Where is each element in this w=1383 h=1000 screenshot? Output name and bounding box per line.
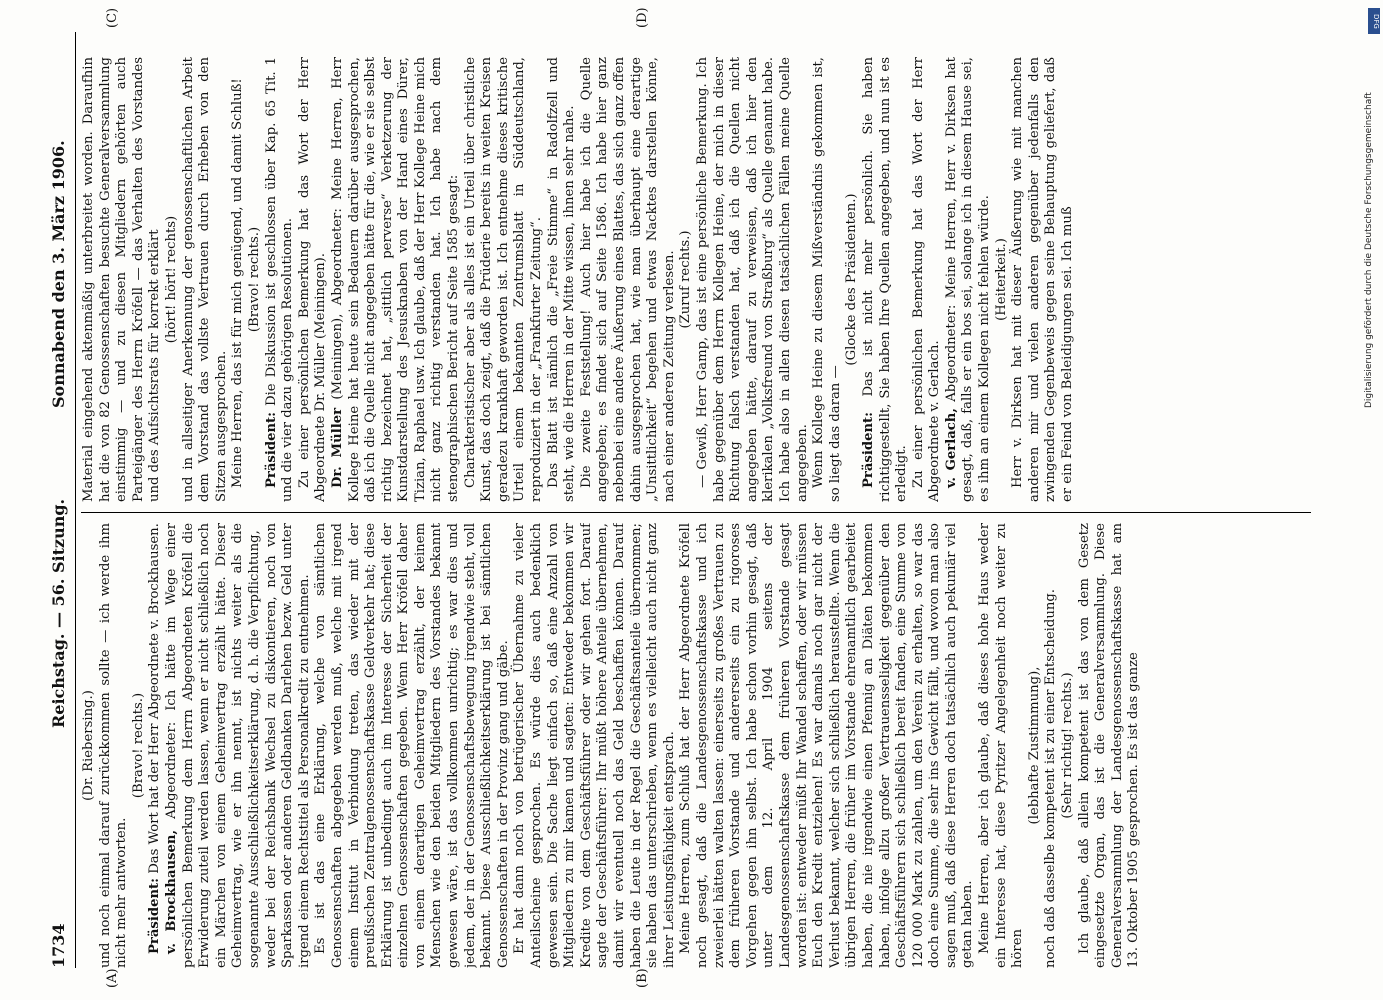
paragraph-text: (Meiningen), Abgeordneter: Meine Herren, Herr Kollege Heine hat heute sein Bedauern darüber ausgesprochen, daß ich die Quelle nicht angegeben hätte für die, wie er sie selbst richtig bezeichnet hat, „sittlich perverse“ Verketzerung der Kunstdarstellung des Jesusknaben von der Hand eines Dürer, Tizian, Raphael usw. Ich glaube, daß der Herr Kollege Heine mich nicht ganz richtig verstanden hat. Ich habe nach dem stenographischen Bericht auf Seite 1585 gesagt: [329, 57, 462, 502]
paragraph-text: Ich glaube, daß allein kompetent ist das von dem Gesetz eingesetzte Organ, das ist die Generalversammlung. Diese Generalversammlung der Landesgenossenschaftskasse hat am 13. Oktober 1905 gesprochen. Es ist das ganze [1076, 523, 1142, 968]
paragraph [313, 523, 512, 968]
speaker-name: Präsident: [263, 411, 279, 488]
paragraph-text: (Dr. Riebersing.) [81, 690, 96, 801]
paragraph-text: Die Diskussion ist geschlossen über Kap. 65 Tit. 1 und die vier dazu gehörigen Resolutionen. [263, 57, 296, 502]
paragraph-text: Meine Herren, zum Schluß hat der Herr Abgeordnete Kröfell noch gesagt, daß die Landesgenossenschaftskasse und ich zweierlei hätten walten lassen: einerseits zu großes Vertrauen zu dem früheren Vorstande und andererseits ein zu rigoroses Vorgehen gegen ihn selbst. Ich habe schon vorhin gesagt, daß unter dem 12. April 1904 seitens der Landesgenossenschaftskasse dem früheren Vorstande gesagt worden ist: entweder müßt Ihr Wandel schaffen, oder wir müssen Euch den Kredit entziehen! Es war damals noch gar nicht der Verlust bekannt, welcher sich schließlich herausstellte. Wenn die übrigen Herren, die früher im Vorstande ehrenamtlich gearbeitet haben, die nie irgendwie einen Pfennig an Diäten bekommen haben, infolge allzu großer Vertrauensseligkeit gegenüber den Geschäftsführern sich schließlich bereit fanden, eine Summe von 120 000 Mark zu zahlen, um den Verein zu erhalten, so war das doch eine Summe, die sehr ins Gewicht fällt, und wovon man also sagen muß, daß diese Herren doch tatsächlich auch pekuniär viel getan haben. [678, 523, 976, 968]
interjection [1027, 523, 1044, 968]
paragraph-text: Zu einer persönlichen Bemerkung hat das Wort der Herr Abgeordnete v. Gerlach. [910, 57, 943, 502]
paragraph-text: Charakteristischer aber als alles ist ein Urteil über christliche Kunst, das doch zeigt, daß die Prüderie bereits in weiten Kreisen geradezu krankhaft geworden ist. Ich entnehme dieses kritische Urteil einem bekannten Zentrumsblatt in Süddeutschland, reproduziert in der „Frankfurter Zeitung“. [462, 57, 545, 502]
paragraph-text: Herr v. Dirksen hat mit dieser Äußerung wie mit manchen anderen mir und vielen anderen gegenüber jedenfalls den zwingenden Gegenbeweis gegen seine Behauptung geliefert, daß er ein Feind von Beleidigungen sei. Ich muß [1010, 57, 1076, 502]
paragraph [1010, 57, 1076, 502]
paragraph-text: (Zuruf rechts.) [678, 230, 694, 329]
right-column [81, 57, 1311, 502]
paragraph [695, 57, 811, 502]
left-column [81, 523, 1311, 968]
digitization-note-text: Digitalisierung gefördert durch die Deutsche Forschungsgemeinschaft [1364, 92, 1374, 408]
paragraph [512, 523, 678, 968]
interjection [678, 57, 695, 502]
interjection [247, 57, 264, 502]
paragraph-text: Das ist nicht mehr persönlich. Sie haben richtiggestellt, Sie haben Ihre Quellen angegeben, und nun ist es erledigt. [860, 57, 910, 502]
margin-mark-b: (B) [635, 968, 650, 988]
rotated-page-content [45, 7, 1325, 988]
speaker-name: Präsident: [147, 877, 163, 954]
column-divider [81, 512, 1311, 513]
paragraph [164, 523, 264, 968]
paragraph-text: Abgeordneter: Ich hätte im Wege einer persönlichen Bemerkung dem Herrn Abgeordneten Kröfell die Erwiderung zuteil werden lassen, wenn er nicht schließlich noch ein Märchen von einem Geheimvertrag erzählt hätte. Dieser Geheimvertrag, wie er ihn nennt, ist nichts weiter als die sogenannte Ausschließlichkeitserklärung, d. h. die Verpflichtung, [163, 523, 262, 968]
paragraph [98, 523, 131, 968]
paragraph [147, 523, 164, 968]
speaker-name: Präsident: [860, 411, 876, 488]
paragraph [1077, 523, 1143, 968]
paragraph-text: (Sehr richtig! rechts.) [1060, 672, 1076, 819]
paragraph-text: (hört! hört! rechts) [163, 215, 179, 344]
interjection [81, 523, 98, 968]
interjection [994, 57, 1011, 502]
paragraph [330, 57, 463, 502]
paragraph [579, 57, 679, 502]
speaker-name: Dr. Müller [329, 407, 345, 488]
paragraph-text: und in allseitiger Anerkennung der genossenschaftlichen Arbeit dem Vorstand das vollste Vertrauen durch Erheben von den Sitzen ausgesprochen. [180, 57, 229, 502]
dfg-logo-text: DFG [1372, 13, 1380, 29]
paragraph-text: Er hat dann noch von betrügerischer Übernahme zu vieler Anteilscheine gesprochen. Es würde dies auch bedenklich gewesen sein. Die Sache liegt einfach so, daß eine Anzahl von Mitgliedern zu mir kamen und sagten: Entweder bekommen wir Kredite von dem Geschäftsführer oder wir gehen fort. Darauf sagte der Geschäftsführer: Ihr müßt höhere Anteile übernehmen, damit wir eventuell noch das Geld beschaffen können. Darauf haben die Leute in der Regel die Geschäftsanteile übernommen; sie haben das unterschrieben, wenn es vielleicht auch nicht ganz ihrer Leistungsfähigkeit entsprach. [512, 523, 677, 968]
margin-mark-c: (C) [105, 7, 120, 28]
paragraph-text: (Glocke des Präsidenten.) [844, 193, 860, 366]
paragraph-text: Das Blatt ist nämlich die „Freie Stimme“ in Radolfzell und steht, wie die Herren in der Mitte wissen, ihnen sehr nahe. [545, 57, 578, 502]
paragraph [264, 57, 297, 502]
paragraph-text: und noch einmal darauf zurückkommen sollte — ich werde ihm nicht mehr antworten. [97, 523, 130, 968]
session-title: Reichstag. — 56. Sitzung. [49, 498, 68, 728]
paragraph [861, 57, 911, 502]
speaker-name: v. Gerlach, [943, 408, 959, 488]
margin-mark-d: (D) [635, 7, 650, 28]
paragraph-text: (lebhafte Zustimmung), [1026, 666, 1042, 825]
margin-mark-a: (A) [105, 968, 120, 988]
paragraph-text: weder bei der Reichsbank Wechsel zu diskontieren, noch von Sparkassen oder anderen Geldbanken Darlehen bezw. Geld unter irgend einem Rechtstitel als Personalkredit zu entnehmen. [263, 523, 312, 968]
paragraph [911, 57, 944, 502]
paragraph-text: (Bravo! rechts.) [246, 226, 262, 333]
paragraph-text: Es ist das eine Erklärung, welche von sämtlichen Genossenschaften abgegeben werden muß, welche mit irgend einem Institut in Verbindung treten, das wieder mit der preußischen Zentralgenossenschaftskasse Geldverkehr hat; diese Erklärung ist unbedingt auch im Interesse der Sicherheit der einzelnen Genossenschaften gegeben. Wenn Herr Kröfell daher von einem derartigen Geheimvertrag erzählt, der keinem Menschen wie den beiden Mitgliedern des Vorstandes bekannt gewesen wäre, ist das vollkommen unrichtig; es war dies und jedem, der in der Genossenschaftsbewegung irgendwie steht, voll bekannt. Diese Ausschließlichkeitserklärung ist bei sämtlichen Genossenschaften in der Provinz gang und gäbe. [313, 523, 511, 968]
paragraph-text: Die zweite Feststellung! Auch hier habe ich die Quelle angegeben; es findet sich auf Seite 1586. Ich habe hier ganz nebenbei eine andere Äußerung eines Blattes, das sich ganz offen dahin ausgesprochen hat, wie man überhaupt eine derartige „Unsittlichkeit“ begehen und etwas Nacktes darstellen könne, nach einer anderen Zeitung verlesen. [578, 57, 677, 502]
paragraph-text: Das Wort hat der Herr Abgeordnete v. Brockhausen. [147, 523, 163, 878]
paragraph [811, 57, 844, 502]
paragraph [546, 57, 579, 502]
paragraph [230, 57, 247, 502]
paragraph-text: Meine Herren, das ist für mich genügend, und damit Schluß! [230, 78, 246, 488]
page-number: 1734 [49, 923, 68, 968]
paragraph-text: Meine Herren, aber ich glaube, daß dieses hohe Haus weder ein Interesse hat, diese Pyritzer Angelegenheit noch weiter zu hören [977, 523, 1026, 968]
paragraph-text: (Bravo! rechts.) [130, 692, 146, 799]
paragraph-text: Zu einer persönlichen Bemerkung hat das Wort der Herr Abgeordnete Dr. Müller (Meiningen). [296, 57, 329, 502]
interjection [1060, 523, 1077, 968]
paragraph-text: Abgeordneter: Meine Herren, Herr v. Dirksen hat gesagt, daß, falls er ein bos sei, solange ich in diesem Hause sei, es ihm an einem Kollegen nicht fehlen würde. [943, 57, 993, 502]
paragraph-text: Wenn Kollege Heine zu diesem Mißverständnis gekommen ist, so liegt das daran — [811, 57, 843, 502]
paragraph [678, 523, 977, 968]
paragraph-text: (Heiterkeit.) [993, 238, 1009, 321]
paragraph [1043, 523, 1060, 968]
interjection [131, 523, 148, 968]
speaker-name: v. Brockhausen, [163, 829, 179, 954]
paragraph [181, 57, 231, 502]
digitization-note [1364, 8, 1380, 408]
paragraph [977, 523, 1027, 968]
session-date: Sonnabend den 3. März 1906. [49, 140, 68, 408]
paragraph-text: — Gewiß, Herr Gamp, das ist eine persönliche Bemerkung. Ich habe gegenüber dem Herrn Kollegen Heine, der mich in dieser Richtung falsch verstanden hat, daß ich die Quellen nicht angegeben hätte, darauf zu verweisen, daß ich hier den klerikalen „Volksfreund von Straßburg“ als Quelle genannt habe. Ich habe also in allen diesen tatsächlichen Fällen meine Quelle angegeben. [694, 57, 810, 502]
paragraph-text: noch daß dasselbe kompetent ist zu einer Entscheidung. [1043, 589, 1059, 968]
paragraph [264, 523, 314, 968]
paragraph-text: Material eingehend aktenmäßig unterbreitet worden. Daraufhin hat die von 82 Genossenschaften besuchte Generalversammlung einstimmig — und zu diesen Mitgliedern gehörten auch Parteigänger des Herrn Kröfell — das Verhalten des Vorstandes und des Aufsichtsrats für korrekt erklärt [81, 57, 163, 502]
paragraph [297, 57, 330, 502]
paragraph [81, 57, 164, 502]
interjection [164, 57, 181, 502]
paragraph [463, 57, 546, 502]
page-header [45, 32, 76, 968]
paragraph [944, 57, 994, 502]
interjection [844, 57, 861, 502]
